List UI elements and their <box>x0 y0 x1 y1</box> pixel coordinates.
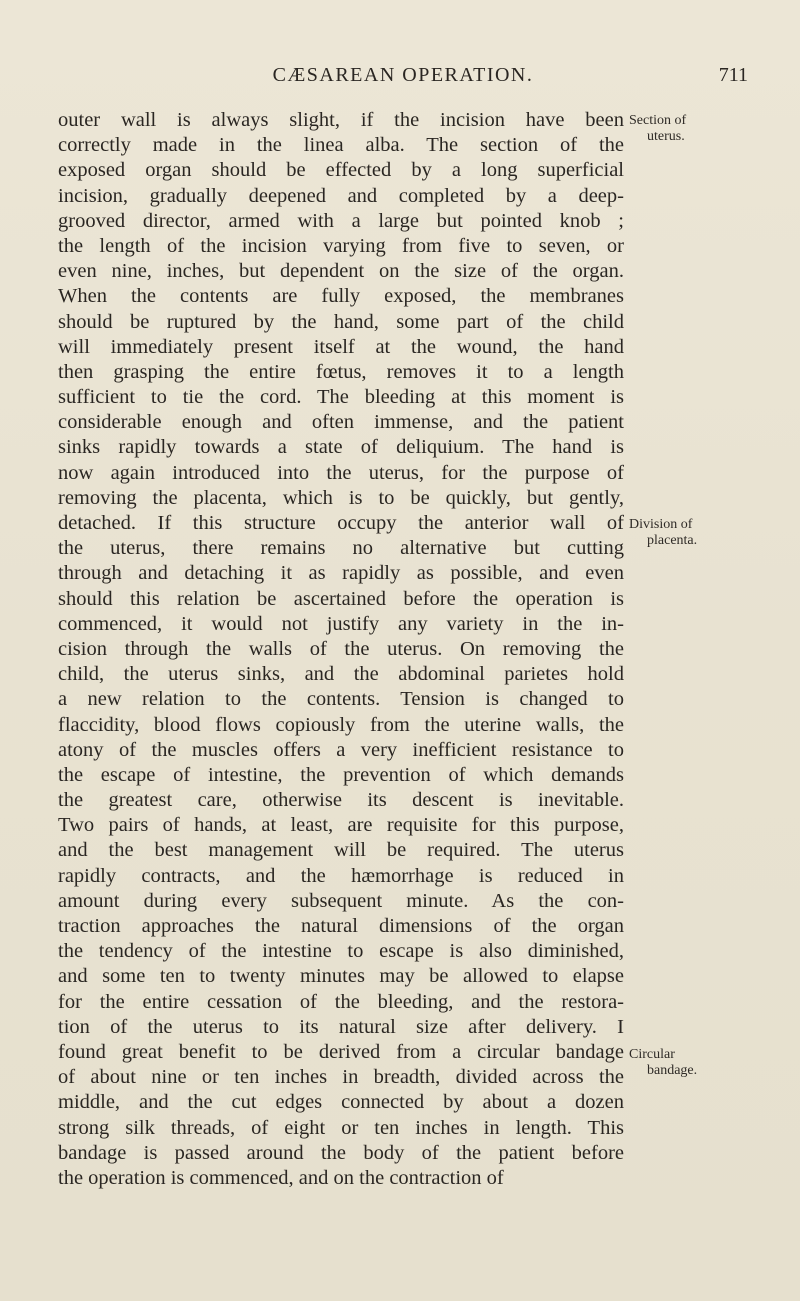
text-line: Two pairs of hands, at least, are requisite for this purpose, <box>58 814 624 837</box>
text-line: amount during every subsequent minute. As the con- <box>58 889 624 912</box>
side-note-division-of-placenta <box>629 517 739 549</box>
text-line: a new relation to the contents. Tension is changed to <box>58 688 624 711</box>
text-line: flaccidity, blood flows copiously from the uterine walls, the <box>58 713 624 736</box>
text-line: cision through the walls of the uterus. On removing the <box>58 637 624 660</box>
side-note-line: Division of <box>629 517 693 532</box>
text-line: outer wall is always slight, if the incision have been <box>58 109 624 131</box>
text-line: even nine, inches, but dependent on the size of the organ. <box>58 260 624 283</box>
text-line: grooved director, armed with a large but pointed knob ; <box>58 209 624 232</box>
text-line: of about nine or ten inches in breadth, divided across the <box>58 1066 624 1089</box>
text-line: strong silk threads, of eight or ten inches in length. This <box>58 1116 624 1139</box>
text-line: tion of the uterus to its natural size after delivery. I <box>58 1015 624 1038</box>
running-title: CÆSAREAN OPERATION. <box>272 64 534 86</box>
side-note-section-of-uterus <box>629 113 739 145</box>
text-line: found great benefit to be derived from a circular bandage <box>58 1040 624 1063</box>
body-text <box>58 108 624 1191</box>
text-line: the escape of intestine, the prevention of which demands <box>58 763 624 786</box>
text-line: the length of the incision varying from five to seven, or <box>58 234 624 257</box>
text-line: and some ten to twenty minutes may be allowed to elapse <box>58 965 624 988</box>
text-line: bandage is passed around the body of the patient before <box>58 1141 624 1164</box>
text-line: considerable enough and often immense, and the patient <box>58 411 624 434</box>
side-note-line: Section of <box>629 113 687 128</box>
side-note-line: uterus. <box>647 129 685 144</box>
text-line: the tendency of the intestine to escape is also diminished, <box>58 940 624 963</box>
text-line: now again introduced into the uterus, for the purpose of <box>58 461 624 484</box>
running-head <box>58 64 748 90</box>
text-line: atony of the muscles offers a very inefficient resistance to <box>58 738 624 761</box>
text-line: child, the uterus sinks, and the abdominal parietes hold <box>58 663 624 686</box>
text-line: sufficient to tie the cord. The bleeding at this moment is <box>58 386 624 409</box>
page-number: 711 <box>718 64 748 86</box>
text-line: will immediately present itself at the wound, the hand <box>58 335 624 358</box>
text-line: middle, and the cut edges connected by about a dozen <box>58 1091 624 1114</box>
text-line: the greatest care, otherwise its descent is inevitable. <box>58 789 624 812</box>
text-line: for the entire cessation of the bleeding, and the restora- <box>58 990 624 1013</box>
text-line: through and detaching it as rapidly as possible, and even <box>58 562 624 585</box>
text-line: traction approaches the natural dimensions of the organ <box>58 915 624 937</box>
text-line: exposed organ should be effected by a long superficial <box>58 159 624 182</box>
side-note-line: Circular <box>629 1047 675 1062</box>
side-note-circular-bandage <box>629 1047 739 1079</box>
text-line: then grasping the entire fœtus, removes it to a length <box>58 360 624 383</box>
text-line: correctly made in the linea alba. The section of the <box>58 134 624 157</box>
text-line: commenced, it would not justify any variety in the in- <box>58 612 624 635</box>
text-line: the uterus, there remains no alternative but cutting <box>58 537 624 560</box>
text-line: sinks rapidly towards a state of deliquium. The hand is <box>58 436 624 459</box>
text-line: removing the placenta, which is to be quickly, but gently, <box>58 486 624 509</box>
text-line: detached. If this structure occupy the anterior wall of <box>58 512 624 534</box>
text-line: should this relation be ascertained before the operation is <box>58 587 624 610</box>
text-line: rapidly contracts, and the hæmorrhage is reduced in <box>58 864 624 887</box>
text-line: incision, gradually deepened and completed by a deep- <box>58 184 624 207</box>
side-note-line: placenta. <box>647 533 698 548</box>
text-line: the operation is commenced, and on the contraction of <box>58 1166 504 1189</box>
text-line: When the contents are fully exposed, the membranes <box>58 285 624 308</box>
text-line: should be ruptured by the hand, some part of the child <box>58 310 624 333</box>
text-line: and the best management will be required. The uterus <box>58 839 624 862</box>
side-note-line: bandage. <box>647 1063 698 1078</box>
